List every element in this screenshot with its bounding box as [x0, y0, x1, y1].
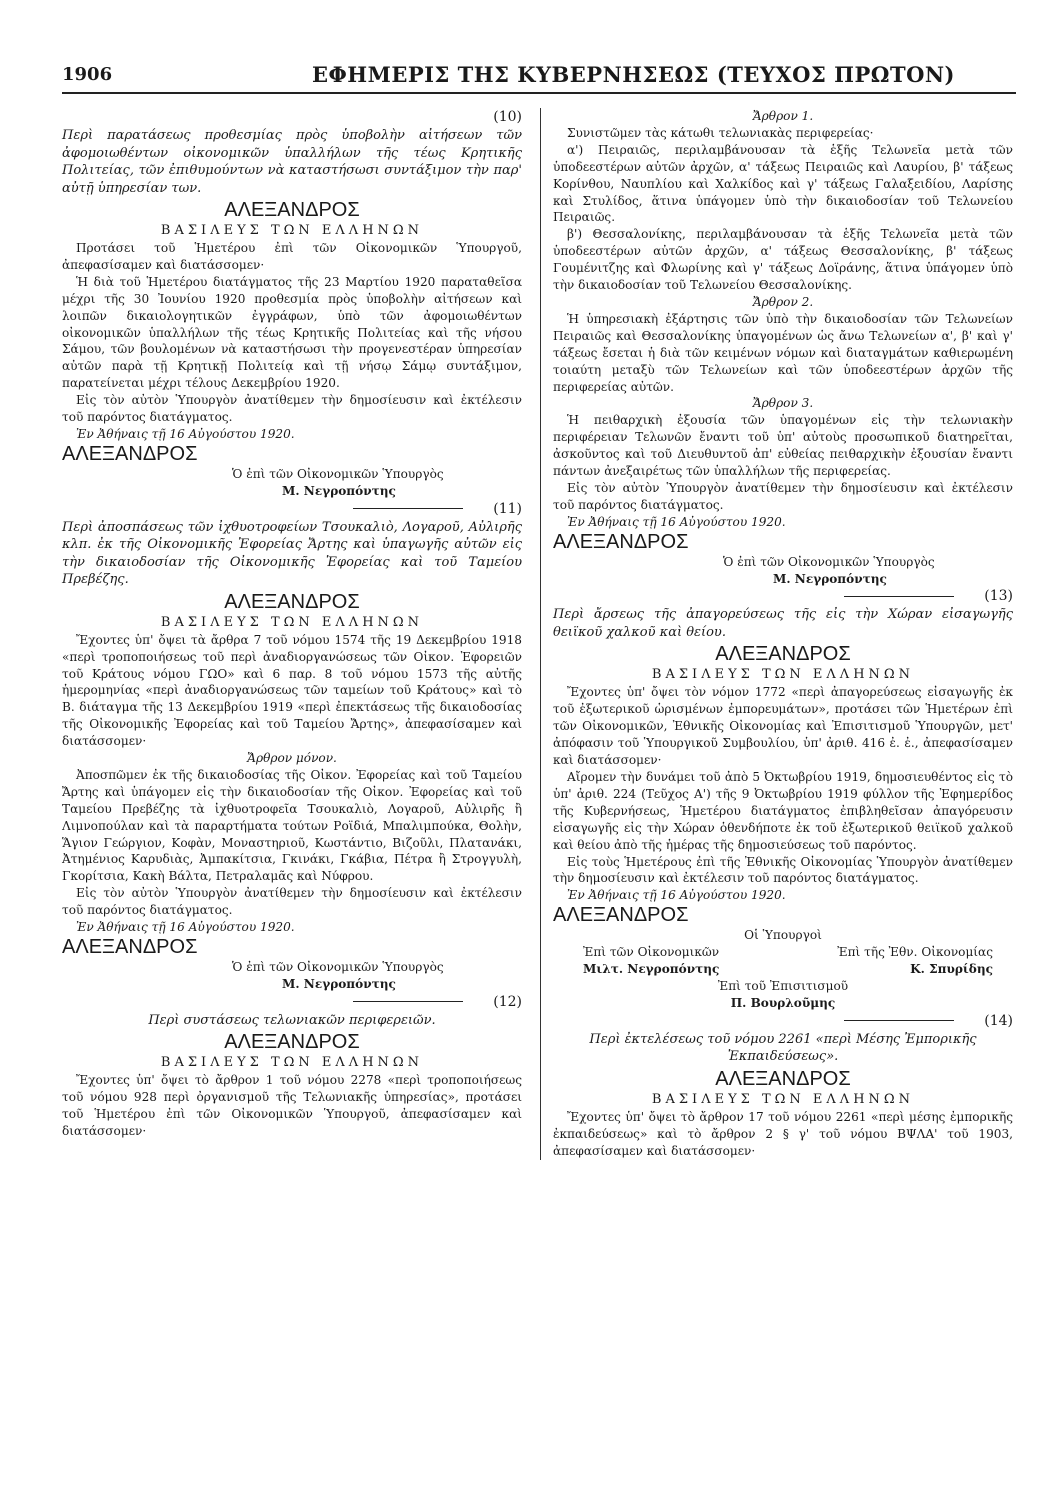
king-heading: ΑΛΕΞΑΝΔΡΟΣ: [715, 1067, 851, 1090]
king-subheading: ΒΑΣΙΛΕΥΣ ΤΩΝ ΕΛΛΗΝΩΝ: [160, 223, 424, 238]
paragraph: Προτάσει τοῦ Ἡμετέρου ἐπὶ τῶν Οἰκονομικῶν Ὑπουργοῦ, ἀπεφασίσαμεν καὶ διατάσσομεν·: [62, 241, 522, 272]
article-heading: Ἄρθρον 1.: [752, 109, 814, 123]
paragraph: Εἰς τὸν αὐτὸν Ὑπουργὸν ἀνατίθεμεν τὴν δημοσίευσιν καὶ ἐκτέλεσιν τοῦ παρόντος διατάγματος.: [62, 393, 522, 425]
paragraph: Ἔχοντες ὑπ' ὄψει τὸν νόμον 1772 «περὶ ἀπαγορεύσεως εἰσαγωγῆς ἐκ τοῦ ἐξωτερικοῦ ὡρισμένων ἐμπορευμάτων», προτάσει τῶν Ἡμετέρων ἐπὶ τῶν Οἰκονομικῶν, Ἐθνικῆς Οἰκονομίας καὶ Ἐπισιτισμοῦ Ὑπουργῶν, μετ' ἀπόφασιν τοῦ Ὑπουργικοῦ Συμβουλίου, ὑπ' ἀριθ. 416 ἐ. ἐ., ἀπεφασίσαμεν καὶ διατάσσομεν·: [553, 685, 1013, 768]
separator-line: [353, 508, 463, 509]
decree-number: (11): [493, 500, 522, 517]
paragraph: Εἰς τὸν αὐτὸν Ὑπουργὸν ἀνατίθεμεν τὴν δημοσίευσιν καὶ ἐκτέλεσιν τοῦ παρόντος διατάγματος.: [62, 886, 522, 918]
ministers-titles-row: [553, 944, 1013, 961]
king-subheading: ΒΑΣΙΛΕΥΣ ΤΩΝ ΕΛΛΗΝΩΝ: [651, 667, 915, 683]
decree-10: [62, 108, 522, 500]
decree-number-row: [553, 1012, 1013, 1031]
paragraph: β') Θεσσαλονίκης, περιλαμβάνουσαν τὰ ἑξῆς Τελωνεῖα μετὰ τῶν ὑποδεεστέρων αὐτῶν ἀρχῶν, α' τάξεως Θεσσαλονίκης, β' τάξεως Γουμένιτζης καὶ Φλωρίνης καὶ γ' τάξεως Δοϊράνης, ἅτινα ὑπάγομεν ὑπὸ τὴν δικαιοδοσίαν τοῦ Τελωνείου Θεσσαλονίκης.: [553, 227, 1013, 293]
paragraph: Αἴρομεν τὴν δυνάμει τοῦ ἀπὸ 5 Ὀκτωβρίου 1919, δημοσιευθέντος εἰς τὸ ὑπ' ἀριθ. 224 (Τεῦχος Α') τῆς 9 Ὀκτωβρίου 1919 φύλλον τῆς Ἐφημερίδος τῆς Κυβερνήσεως, Ἡμετέρου διατάγματος ἐπιβληθεῖσαν ἀπαγόρευσιν εἰσαγωγῆς εἰς τὴν Χώραν ὁθενδήποτε ἐκ τοῦ ἐξωτερικοῦ θειϊκοῦ χαλκοῦ καὶ θείου ἀπὸ τῆς ἡμέρας τῆς δημοσιεύσεως τοῦ παρόντος.: [553, 770, 1013, 852]
article-heading: Ἄρθρον μόνον.: [247, 751, 337, 766]
minister-title: Ἐπὶ τῆς Ἐθν. Οἰκονομίας: [837, 945, 993, 960]
decree-14: [553, 1012, 1013, 1160]
king-subheading: ΒΑΣΙΛΕΥΣ ΤΩΝ ΕΛΛΗΝΩΝ: [160, 614, 424, 630]
page-header: [62, 62, 1016, 94]
decree-date: Ἐν Ἀθήναις τῇ 16 Αὐγούστου 1920.: [567, 888, 786, 903]
king-subheading: ΒΑΣΙΛΕΥΣ ΤΩΝ ΕΛΛΗΝΩΝ: [160, 1055, 424, 1071]
paragraph: Ἀποσπῶμεν ἐκ τῆς δικαιοδοσίας τῆς Οἰκον. Ἐφορείας καὶ τοῦ Ταμείου Ἄρτης καὶ ὑπάγομεν εἰς τὴν δικαιοδοσίαν τῆς Οἰκον. Ἐφορείας καὶ τοῦ Ταμείου Πρεβέζης τὰ ἰχθυοτροφεῖα Τσουκαλιὸ, Λογαροῦ, Αὐλιρῆς ἢ Λιμνοπούλαν καὶ τὰ παραρτήματα τούτων Ροϊδιά, Μπαλιμπούκα, Θολὴν, Ἅγιον Γεώργιον, Κοφὰν, Μοναστηριοῦ, Κωστάντιο, Βιζοῦλι, Πλατανάκι, Ἀτημένιος Καρυδιὰς, Ἀμπακίτσια, Γκινάκι, Γκάβια, Πέτρα ἢ Στρογγυλὴ, Γκορίτσια, Κακὴ Βάλτα, Πετραλαμᾶς καὶ Νύφρου.: [62, 767, 522, 884]
king-signature: ΑΛΕΞΑΝΔΡΟΣ: [553, 530, 689, 553]
paragraph: Ἡ πειθαρχικὴ ἐξουσία τῶν ὑπαγομένων εἰς τὴν τελωνιακὴν περιφέρειαν Τελωνῶν ἔναντι τοῦ ὑπ' αὐτοὺς προσωπικοῦ διατηρεῖται, ἀσκοῦντος καὶ τοῦ Διευθυντοῦ ἀπ' εὐθείας πειθαρχικὴν ἐξουσίαν ἔναντι πάντων ἀνεξαιρέτως τῶν ὑπαλλήλων τῆς περιφερείας.: [553, 413, 1013, 479]
minister-name: Μ. Νεγροπόντης: [773, 571, 887, 586]
right-column: [540, 108, 1013, 1160]
decree-12: [62, 993, 522, 1140]
decree-number-row: [62, 993, 522, 1012]
minister-title: Ἐπὶ τοῦ Ἐπισιτισμοῦ: [717, 978, 849, 993]
king-heading: ΑΛΕΞΑΝΔΡΟΣ: [224, 1031, 360, 1054]
article-heading: Ἄρθρον 2.: [752, 294, 814, 309]
decree-number: (13): [984, 588, 1013, 605]
decree-number: (10): [493, 109, 522, 125]
running-title: ΕΦΗΜΕΡΙΣ ΤΗΣ ΚΥΒΕΡΝΗΣΕΩΣ (ΤΕΥΧΟΣ ΠΡΩΤΟΝ): [312, 62, 955, 87]
decree-date: Ἐν Ἀθήναις τῇ 16 Αὐγούστου 1920.: [567, 514, 786, 529]
decree-number-row: [553, 587, 1013, 606]
paragraph: Ἔχοντες ὑπ' ὄψει τὸ ἄρθρον 1 τοῦ νόμου 2278 «περὶ τροποποιήσεως τοῦ νόμου 928 περὶ ὀργανισμοῦ τῆς Τελωνιακῆς ὑπηρεσίας», προτάσει τοῦ Ἡμετέρου ἐπὶ τῶν Οἰκονομικῶν Ὑπουργοῦ, ἀπεφασίσαμεν καὶ διατάσσομεν·: [62, 1073, 522, 1139]
article-heading: Ἄρθρον 3.: [752, 396, 814, 411]
paragraph: Εἰς τοὺς Ἡμετέρους ἐπὶ τῆς Ἐθνικῆς Οἰκονομίας Ὑπουργὸν ἀνατίθεμεν τὴν δημοσίευσιν καὶ ἐκτέλεσιν τοῦ παρόντος διατάγματος.: [553, 854, 1013, 886]
decree-13: [553, 587, 1013, 1011]
page-number: 1906: [62, 64, 113, 85]
king-heading: ΑΛΕΞΑΝΔΡΟΣ: [224, 199, 360, 221]
paragraph: Ἡ διὰ τοῦ Ἡμετέρου διατάγματος τῆς 23 Μαρτίου 1920 παραταθεῖσα μέχρι τῆς 30 Ἰουνίου 1920 προθεσμία πρὸς ὑποβολὴν αἰτήσεων καὶ λοιπῶν δικαιολογητικῶν ἐγγράφων, ὑπὸ τῶν ἀφομοιωθέντων οἰκονομικῶν ὑπαλλήλων τῆς τέως Κρητικῆς Πολιτείας καὶ τῆς νήσου Σάμου, τῶν βουλομένων νὰ καταστήσωσι τὴν προγενεστέραν ὑπηρεσίαν αὐτῶν παρὰ τῇ Κρητικῇ Πολιτείᾳ καὶ τῇ νήσῳ Σάμῳ συντάξιμον, παρατείνεται μέχρι τέλους Δεκεμβρίου 1920.: [62, 274, 522, 391]
minister-name: Μ. Νεγροπόντης: [282, 483, 396, 498]
decree-date: Ἐν Ἀθήναις τῇ 16 Αὐγούστου 1920.: [76, 920, 295, 935]
decree-title: Περὶ ἄρσεως τῆς ἀπαγορεύσεως τῆς εἰς τὴν Χώραν εἰσαγωγῆς θειϊκοῦ χαλκοῦ καὶ θείου.: [553, 607, 1013, 640]
king-heading: ΑΛΕΞΑΝΔΡΟΣ: [224, 590, 360, 613]
ministers-names-row: [553, 961, 1013, 978]
decree-title: Περὶ συστάσεως τελωνιακῶν περιφερειῶν.: [148, 1012, 436, 1028]
decree-number-row: [62, 500, 522, 519]
minister-name: Μ. Νεγροπόντης: [282, 976, 396, 991]
two-columns: [62, 108, 1016, 1160]
king-heading: ΑΛΕΞΑΝΔΡΟΣ: [715, 643, 851, 666]
separator-line: [844, 596, 954, 597]
paragraph: Εἰς τὸν αὐτὸν Ὑπουργὸν ἀνατίθεμεν τὴν δημοσίευσιν καὶ ἐκτέλεσιν τοῦ παρόντος διατάγματος.: [553, 480, 1013, 512]
separator-line: [353, 1001, 463, 1002]
decree-11: [62, 500, 522, 993]
decree-date: Ἐν Ἀθήναις τῇ 16 Αὐγούστου 1920.: [76, 426, 295, 441]
decree-title: Περὶ ἀποσπάσεως τῶν ἰχθυοτροφείων Τσουκαλιὸ, Λογαροῦ, Αὐλιρῆς κλπ. ἐκ τῆς Οἰκονομικῆς Ἐφορείας Ἄρτης καὶ ὑπαγωγῆς αὐτῶν εἰς τὴν δικαιοδοσίαν τῆς Οἰκονομικῆς Ἐφορείας καὶ τοῦ Ταμείου Πρεβέζης.: [62, 519, 522, 588]
minister-name: Π. Βουρλοῦμης: [730, 995, 836, 1010]
minister-name: Μιλτ. Νεγροπόντης: [583, 962, 720, 977]
king-signature: ΑΛΕΞΑΝΔΡΟΣ: [62, 936, 198, 958]
minister-name: Κ. Σπυρίδης: [910, 962, 993, 977]
king-signature: ΑΛΕΞΑΝΔΡΟΣ: [553, 904, 689, 927]
paragraph: Ἡ ὑπηρεσιακὴ ἐξάρτησις τῶν ὑπὸ τὴν δικαιοδοσίαν τῶν Τελωνείων Πειραιῶς καὶ Θεσσαλονίκης ὑπαγομένων ὡς ἄνω Τελωνείων α', β' καὶ γ' τάξεως ἔσεται ἡ διὰ τῶν κειμένων νόμων καὶ διαταγμάτων καθιερωμένη τοιαύτη μεταξὺ τῶν Τελωνείων καὶ τῶν ὑποδεεστέρων ἀρχῶν τῆς περιφερείας αὐτῶν.: [553, 311, 1013, 394]
minister-title: Ἐπὶ τῶν Οἰκονομικῶν: [583, 945, 720, 960]
paragraph: α') Πειραιῶς, περιλαμβάνουσαν τὰ ἑξῆς Τελωνεῖα μετὰ τῶν ὑποδεεστέρων αὐτῶν ἀρχῶν, α' τάξεως Πειραιῶς καὶ Λαυρίου, β' τάξεως Κορίνθου, Ναυπλίου καὶ Χαλκίδος καὶ γ' τάξεως Γαλαξειδίου, Λαρίσης καὶ Στυλίδος, ἅτινα ὑπάγομεν ὑπὸ τὴν δικαιοδοσίαν τοῦ Τελωνείου Πειραιῶς.: [553, 142, 1013, 225]
paragraph: Ἔχοντες ὑπ' ὄψει τὸ ἄρθρον 17 τοῦ νόμου 2261 «περὶ μέσης ἐμπορικῆς ἐκπαιδεύσεως» καὶ τὸ ἄρθρον 2 § γ' τοῦ νόμου ΒΨΛΑ' τοῦ 1903, ἀπεφασίσαμεν καὶ διατάσσομεν·: [553, 1109, 1013, 1158]
minister-title: Ὁ ἐπὶ τῶν Οἰκονομικῶν Ὑπουργὸς: [232, 960, 444, 974]
minister-title: Ὁ ἐπὶ τῶν Οἰκονομικῶν Ὑπουργὸς: [723, 554, 935, 569]
decree-title: Περὶ ἐκτελέσεως τοῦ νόμου 2261 «περὶ Μέσης Ἐμπορικῆς Ἐκπαιδεύσεως».: [589, 1031, 977, 1065]
separator-line: [844, 1020, 954, 1021]
paragraph: Ἔχοντες ὑπ' ὄψει τὰ ἄρθρα 7 τοῦ νόμου 1574 τῆς 19 Δεκεμβρίου 1918 «περὶ τροποποιήσεως τοῦ περὶ ἀναδιοργανώσεως τῶν Οἰκον. Ἐφορειῶν τοῦ Κράτους νόμου ΓΩΟ» καὶ 6 παρ. 8 τοῦ νόμου 1573 τῆς αὐτῆς ἡμερομηνίας «περὶ ἀναδιοργανώσεως τῶν ταμείων τοῦ Κράτους» καὶ τὸ Β. διάταγμα τῆς 13 Δεκεμβρίου 1919 «περὶ ἐπεκτάσεως τῆς δικαιοδοσίας τῆς Οἰκονομικῆς Ἐφορείας καὶ τοῦ Ταμείου Ἄρτης», ἀπεφασίσαμεν καὶ διατάσσομεν·: [62, 632, 522, 749]
paragraph: Συνιστῶμεν τὰς κάτωθι τελωνιακὰς περιφερείας·: [567, 125, 874, 140]
minister-title: Ὁ ἐπὶ τῶν Οἰκονομικῶν Ὑπουργὸς: [232, 466, 444, 481]
left-column: [62, 108, 522, 1160]
decree-title: Περὶ παρατάσεως προθεσμίας πρὸς ὑποβολὴν αἰτήσεων τῶν ἀφομοιωθέντων οἰκονομικῶν ὑπαλλήλων τῆς τέως Κρητικῆς Πολιτείας, τῶν ἐπιθυμούντων νὰ καταστήσωσι συντάξιμον τὴν παρ' αὐτῇ ὑπηρεσίαν των.: [62, 128, 522, 196]
king-signature: ΑΛΕΞΑΝΔΡΟΣ: [62, 442, 198, 465]
decree-number: (14): [984, 1012, 1013, 1029]
decree-number: (12): [493, 993, 522, 1010]
ministers-label: Οἱ Ὑπουργοὶ: [744, 928, 822, 943]
king-subheading: ΒΑΣΙΛΕΥΣ ΤΩΝ ΕΛΛΗΝΩΝ: [651, 1091, 915, 1107]
